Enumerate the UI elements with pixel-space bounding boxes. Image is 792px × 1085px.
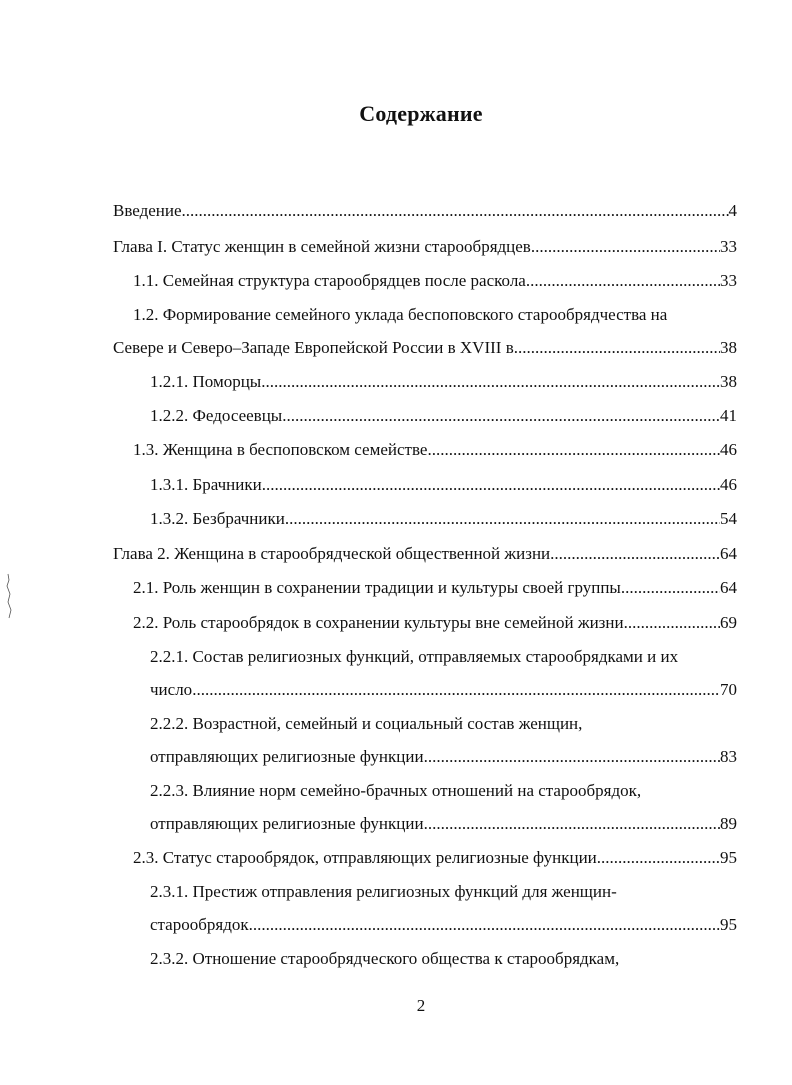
toc-entry-title: 2.2. Роль старообрядок в сохранении культуры вне семейной жизни <box>133 613 624 632</box>
toc-entry[interactable] <box>113 544 737 564</box>
toc-entry-title: Глава 2. Женщина в старообрядческой общественной жизни <box>113 544 551 563</box>
toc-entry-page: 69 <box>720 613 737 632</box>
toc-entry-page: 64 <box>720 544 737 563</box>
toc-leader-dots <box>621 578 720 598</box>
toc-entry-page: 64 <box>720 578 737 597</box>
toc-leader-dots <box>424 747 720 767</box>
toc-leader-dots <box>285 509 720 529</box>
toc-entry[interactable] <box>150 406 737 426</box>
toc-entry[interactable] <box>150 680 737 700</box>
toc-entry-title[interactable]: 2.2.3. Влияние норм семейно-брачных отношений на старообрядок, <box>150 781 642 800</box>
toc-entry-page: 33 <box>720 237 737 256</box>
toc-entry[interactable] <box>150 814 737 834</box>
toc-entry-title: 1.1. Семейная структура старообрядцев после раскола <box>133 271 526 290</box>
toc-leader-dots <box>261 372 720 392</box>
toc-leader-dots <box>182 201 729 221</box>
toc-entry-page: 38 <box>720 372 737 391</box>
toc-leader-dots <box>518 338 720 358</box>
toc-entry[interactable] <box>150 372 737 392</box>
toc-entry-title: 1.2.2. Федосеевцы <box>150 406 283 425</box>
toc-entry-continuation: число <box>150 680 193 699</box>
toc-leader-dots <box>427 440 720 460</box>
toc-entry-page: 46 <box>720 440 737 459</box>
toc-leader-dots <box>249 915 720 935</box>
toc-leader-dots <box>526 271 720 291</box>
toc-entry-page: 70 <box>720 680 737 699</box>
toc-leader-dots <box>624 613 720 633</box>
toc-entry-title: 1.3.1. Брачники <box>150 475 262 494</box>
toc-entry-title: 2.3. Статус старообрядок, отправляющих религиозные функции <box>133 848 597 867</box>
toc-entry[interactable] <box>113 237 737 257</box>
toc-entry-page: 54 <box>720 509 737 528</box>
toc-entry-page: 38 <box>720 338 737 357</box>
toc-entry[interactable] <box>133 440 737 460</box>
page-number: 2 <box>416 996 426 1015</box>
toc-entry-title[interactable]: 2.2.1. Состав религиозных функций, отправляемых старообрядками и их <box>150 647 679 666</box>
toc-entry[interactable] <box>133 613 737 633</box>
toc-entry-title[interactable]: 1.2. Формирование семейного уклада беспоповского старообрядчества на <box>133 305 668 324</box>
toc-entry-title: 2.1. Роль женщин в сохранении традиции и культуры своей группы <box>133 578 621 597</box>
toc-entry[interactable] <box>133 271 737 291</box>
toc-entry-continuation: старообрядок <box>150 915 249 934</box>
toc-entry-page: 4 <box>728 201 737 220</box>
toc-entry[interactable] <box>150 915 737 935</box>
toc-entry-page: 41 <box>720 406 737 425</box>
toc-entry-title[interactable]: 2.2.2. Возрастной, семейный и социальный состав женщин, <box>150 714 583 733</box>
toc-entry-continuation: отправляющих религиозные функции <box>150 814 424 833</box>
toc-leader-dots <box>597 848 720 868</box>
toc-entry-title: 1.3.2. Безбрачники <box>150 509 285 528</box>
toc-entry-title: Глава I. Статус женщин в семейной жизни старообрядцев <box>113 237 531 256</box>
toc-leader-dots <box>282 406 720 426</box>
toc-entry-title: 1.3. Женщина в беспоповском семействе <box>133 440 428 459</box>
toc-entry-page: 46 <box>720 475 737 494</box>
toc-entry[interactable] <box>113 201 737 221</box>
toc-entry[interactable] <box>150 475 737 495</box>
toc-entry-page: 33 <box>720 271 737 290</box>
toc-entry-title: Введение <box>113 201 182 220</box>
toc-leader-dots <box>531 237 720 257</box>
toc-entry-title: 1.2.1. Поморцы <box>150 372 262 391</box>
toc-entry-page: 89 <box>720 814 737 833</box>
toc-entry-page: 95 <box>720 848 737 867</box>
toc-entry-continuation: Севере и Северо–Западе Европейской России в XVIII в. <box>113 338 518 357</box>
toc-entry-continuation: отправляющих религиозные функции <box>150 747 424 766</box>
toc-leader-dots <box>424 814 720 834</box>
toc-entry[interactable] <box>150 747 737 767</box>
toc-leader-dots <box>550 544 720 564</box>
toc-leader-dots <box>262 475 720 495</box>
toc-entry-page: 95 <box>720 915 737 934</box>
toc-entry[interactable] <box>150 509 737 529</box>
margin-scan-mark-icon <box>4 572 14 624</box>
toc-entry[interactable] <box>113 338 737 358</box>
toc-entry-page: 83 <box>720 747 737 766</box>
toc-entry-title[interactable]: 2.3.2. Отношение старообрядческого общества к старообрядкам, <box>150 949 620 968</box>
toc-entry[interactable] <box>133 578 737 598</box>
page-title: Содержание <box>359 101 483 126</box>
toc-entry-title[interactable]: 2.3.1. Престиж отправления религиозных функций для женщин- <box>150 882 617 901</box>
toc-leader-dots <box>192 680 720 700</box>
toc-entry[interactable] <box>133 848 737 868</box>
